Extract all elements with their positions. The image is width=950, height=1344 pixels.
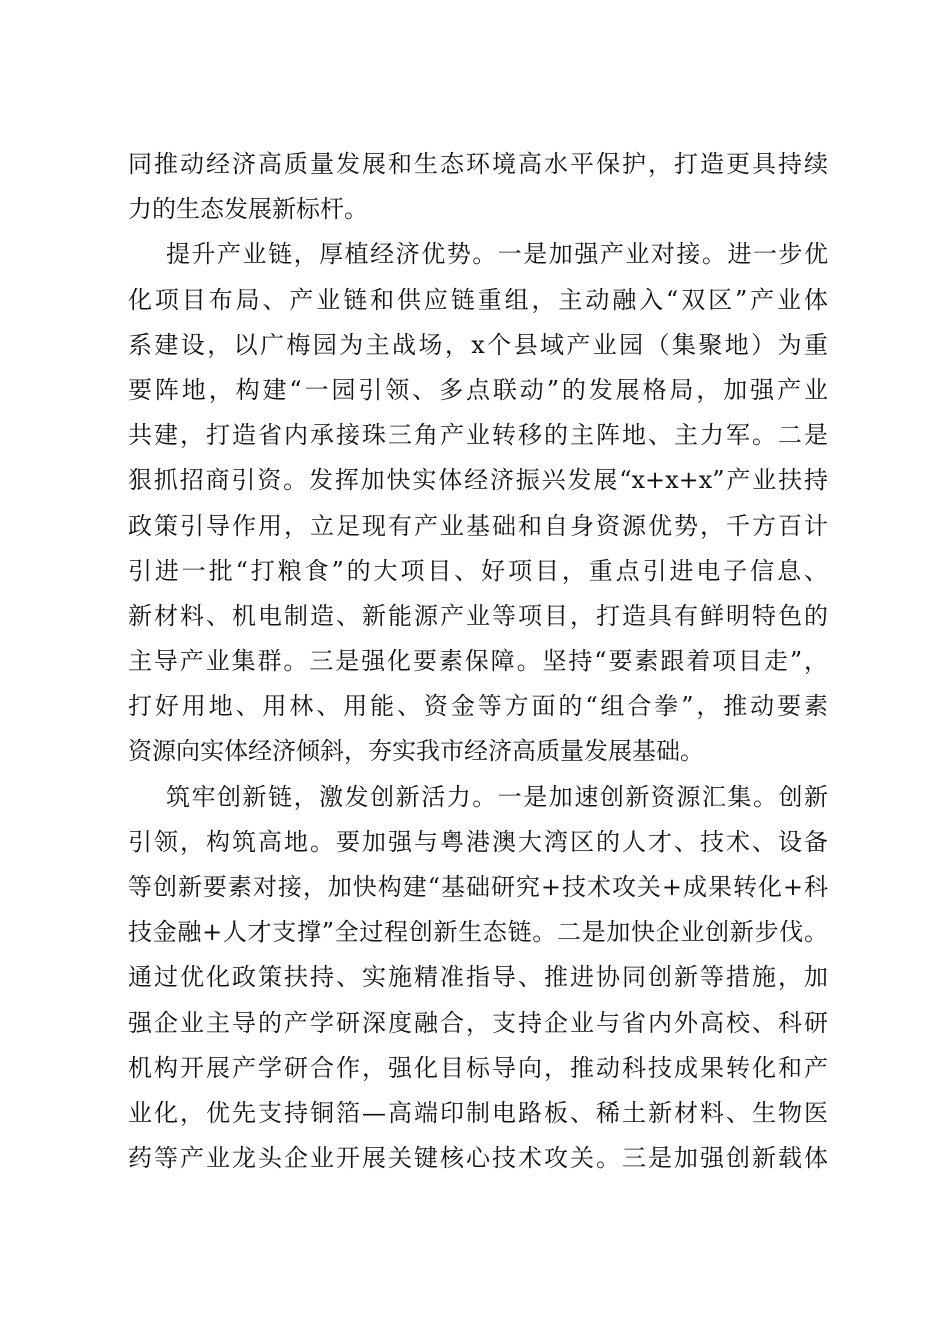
body-text: [128, 142, 828, 1181]
paragraph-line: 系建设，以广梅园为主战场，x个县域产业园（集聚地）为重: [128, 330, 828, 359]
paragraph-line: 共建，打造省内承接珠三角产业转移的主阵地、主力军。二是: [128, 421, 828, 450]
paragraph-line: 业化，优先支持铜箔—高端印制电路板、稀土新材料、生物医: [128, 1098, 828, 1127]
paragraph-line: 资源向实体经济倾斜，夯实我市经济高质量发展基础。: [128, 737, 704, 766]
paragraph-line: 通过优化政策扶持、实施精准指导、推进协同创新等措施，加: [128, 963, 828, 992]
paragraph-line: 打好用地、用林、用能、资金等方面的“组合拳”，推动要素: [128, 692, 828, 721]
paragraph-line: 主导产业集群。三是强化要素保障。坚持“要素跟着项目走”，: [128, 647, 828, 676]
paragraph-line: 等创新要素对接，加快构建“基础研究+技术攻关+成果转化+科: [128, 873, 828, 901]
paragraph-line: 引领，构筑高地。要加强与粤港澳大湾区的人才、技术、设备: [128, 827, 828, 856]
paragraph-line: 技金融+人才支撑”全过程创新生态链。二是加快企业创新步伐。: [128, 918, 828, 947]
paragraph-line: 政策引导作用，立足现有产业基础和自身资源优势，千方百计: [128, 511, 828, 540]
paragraph-line: 狠抓招商引资。发挥加快实体经济振兴发展“x+x+x”产业扶持: [128, 466, 828, 495]
paragraph-line: 提升产业链，厚植经济优势。一是加强产业对接。进一步优: [166, 240, 828, 269]
paragraph-line: 要阵地，构建“一园引领、多点联动”的发展格局，加强产业: [128, 375, 828, 404]
paragraph-line: 药等产业龙头企业开展关键核心技术攻关。三是加强创新载体: [128, 1144, 828, 1173]
paragraph-line: 强企业主导的产学研深度融合，支持企业与省内外高校、科研: [128, 1008, 828, 1037]
paragraph-line: 同推动经济高质量发展和生态环境高水平保护，打造更具持续: [128, 150, 828, 178]
paragraph-line: 化项目布局、产业链和供应链重组，主动融入“双区”产业体: [128, 285, 828, 314]
paragraph-line: 筑牢创新链，激发创新活力。一是加速创新资源汇集。创新: [166, 782, 828, 811]
paragraph-line: 引进一批“打粮食”的大项目、好项目，重点引进电子信息、: [128, 556, 828, 585]
paragraph-line: 机构开展产学研合作，强化目标导向，推动科技成果转化和产: [128, 1053, 828, 1082]
paragraph-line: 力的生态发展新标杆。: [128, 195, 368, 224]
paragraph-line: 新材料、机电制造、新能源产业等项目，打造具有鲜明特色的: [128, 601, 828, 630]
